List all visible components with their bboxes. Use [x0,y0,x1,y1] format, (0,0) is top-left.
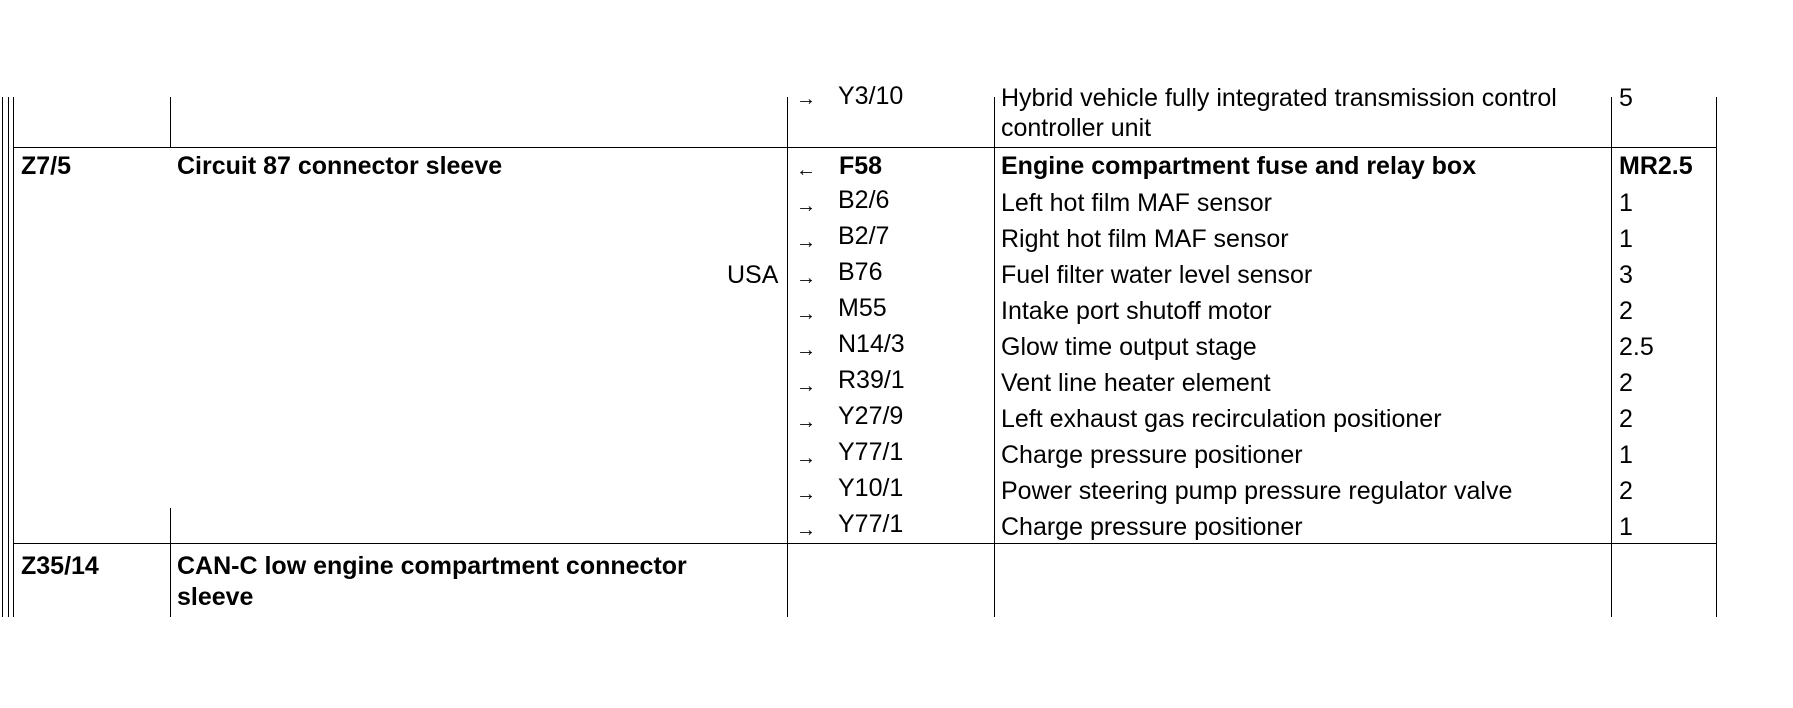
group-name-line2: sleeve [177,583,254,611]
arrow-right-icon: → [796,267,816,289]
component-code: M55 [838,294,887,322]
arrow-right-icon: → [796,375,816,397]
wire-value: 5 [1619,84,1633,112]
component-code: N14/3 [838,330,905,358]
arrow-right-icon: → [796,231,816,253]
row-separator-z7-5 [13,147,1717,148]
wire-value: 2 [1619,369,1633,397]
component-description: Left exhaust gas recirculation positioner [1001,405,1442,433]
arrow-right-icon: → [796,88,816,110]
wire-value: 2 [1619,477,1633,505]
component-code: B2/6 [838,186,890,214]
source-code: F58 [839,152,883,180]
component-description: Vent line heater element [1001,369,1271,397]
arrow-right-icon: → [796,519,816,541]
wire-value: 2 [1619,297,1633,325]
component-description: Right hot film MAF sensor [1001,225,1289,253]
table-left-border-outer [2,97,3,617]
table-left-border-middle [8,97,9,617]
component-code: Y77/1 [838,438,904,466]
component-code: Y10/1 [838,474,904,502]
arrow-left-icon: ← [796,159,816,181]
component-description-line2: controller unit [1001,114,1152,142]
group-id: Z7/5 [21,152,72,180]
component-code: B2/7 [838,222,890,250]
wire-value: 2.5 [1619,333,1654,361]
component-description: Charge pressure positioner [1001,441,1303,469]
group-name: Circuit 87 connector sleeve [177,152,503,180]
component-description-line1: Hybrid vehicle fully integrated transmission control [1001,84,1557,112]
wire-value: 1 [1619,189,1633,217]
column-divider-id-lower [170,508,171,617]
group-name-line1: CAN-C low engine compartment connector [177,552,687,580]
arrow-right-icon: → [796,303,816,325]
component-description: Intake port shutoff motor [1001,297,1272,325]
row-separator-z35-14 [13,543,1717,544]
group-id: Z35/14 [21,552,99,580]
component-description: Left hot film MAF sensor [1001,189,1272,217]
component-code: Y77/1 [838,510,904,538]
arrow-right-icon: → [796,195,816,217]
component-code: Y3/10 [838,82,904,110]
column-divider-description [994,97,995,617]
top-partial-row [0,82,1793,147]
table-right-border [1716,97,1717,617]
source-description: Engine compartment fuse and relay box [1001,152,1477,180]
arrow-right-icon: → [796,447,816,469]
component-code: B76 [838,258,883,286]
component-description: Charge pressure positioner [1001,513,1303,541]
component-code: Y27/9 [838,402,904,430]
component-description: Glow time output stage [1001,333,1257,361]
column-divider-value [1611,97,1612,617]
arrow-right-icon: → [796,339,816,361]
wire-value: 1 [1619,225,1633,253]
wire-value: 1 [1619,441,1633,469]
market-note: USA [727,261,779,289]
component-description: Fuel filter water level sensor [1001,261,1313,289]
component-code: R39/1 [838,366,905,394]
wire-value: 3 [1619,261,1633,289]
column-divider-component [787,97,788,617]
arrow-right-icon: → [796,483,816,505]
wire-value: 2 [1619,405,1633,433]
component-description: Power steering pump pressure regulator valve [1001,477,1513,505]
table-left-border-inner [13,97,14,617]
arrow-right-icon: → [796,411,816,433]
source-value: MR2.5 [1619,152,1693,180]
wire-value: 1 [1619,513,1633,541]
